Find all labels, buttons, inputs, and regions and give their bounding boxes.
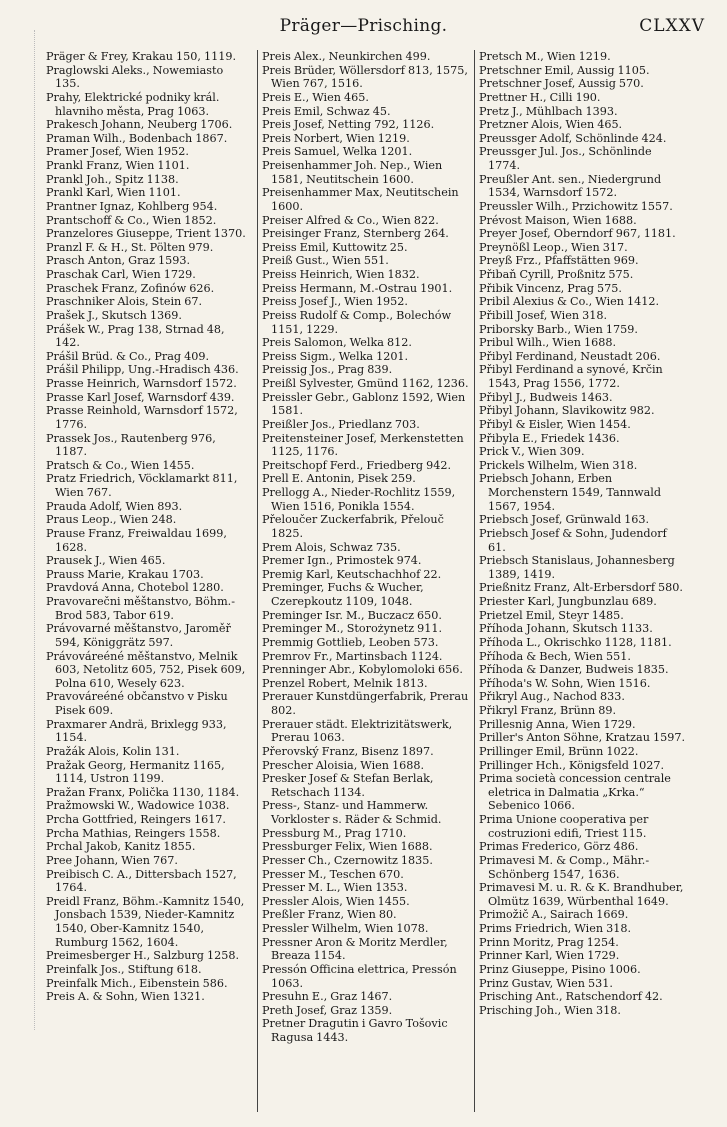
directory-entry: Pražak Georg, Hermanitz 1165, 1114, Ustron 1199. <box>46 758 225 786</box>
directory-entry: Prescher Aloisia, Wien 1688. <box>262 758 425 772</box>
page-edge-mark <box>34 30 35 1030</box>
directory-entry: Přeloučer Zuckerfabrik, Přelouč 1825. <box>262 513 444 540</box>
directory-entry: Presuhn E., Graz 1467. <box>262 990 393 1004</box>
directory-entry: Preminger, Fuchs & Wucher, Czerepkoutz 1109, 1048. <box>262 581 424 608</box>
directory-entry: Pravdová Anna, Chotebol 1280. <box>46 581 224 595</box>
directory-entry: Právováreéné měštanstvo, Melnik 603, Netolitz 605, 752, Pisek 609, Polna 610, Wesely 623. <box>46 649 246 690</box>
directory-entry: Přibyla E., Friedek 1436. <box>479 431 620 445</box>
directory-entry: Priller's Anton Söhne, Kratzau 1597. <box>479 731 685 745</box>
directory-entry: Preiser Alfred & Co., Wien 822. <box>262 213 439 227</box>
directory-entry: Prims Friedrich, Wien 318. <box>479 922 632 935</box>
directory-entry: Presser Ch., Czernowitz 1835. <box>262 853 433 867</box>
directory-entry: Preisinger Franz, Sternberg 264. <box>262 227 449 241</box>
directory-entry: Priebsch Josef & Sohn, Judendorf 61. <box>479 526 667 554</box>
directory-entry: Přerovský Franz, Bisenz 1897. <box>262 744 434 758</box>
directory-entry: Pretzner Alois, Wien 465. <box>479 118 623 132</box>
directory-entry: Pressner Aron & Moritz Merdler, Breaza 1154. <box>262 935 448 963</box>
directory-entry: Příhoda & Bech, Wien 551. <box>479 649 631 663</box>
directory-entry: Preyer Josef, Oberndorf 967, 1181. <box>479 227 676 241</box>
directory-entry: Priebsch Johann, Erben Morchenstern 1549, Tannwald 1567, 1954. <box>479 472 662 513</box>
directory-entry: Prchal Jakob, Kanitz 1855. <box>46 840 196 854</box>
directory-entry: Preiss Rudolf & Comp., Bolechów 1151, 1229. <box>262 308 452 336</box>
directory-entry: Prerauer städt. Elektrizitätswerk, Prerau 1063. <box>262 717 453 745</box>
directory-entry: Pretz J., Mühlbach 1393. <box>479 104 618 118</box>
directory-entry: Prillesnig Anna, Wien 1729. <box>479 717 636 731</box>
directory-entry: Preiss Sigm., Welka 1201. <box>262 349 409 363</box>
directory-entry: Preis Norbert, Wien 1219. <box>262 131 410 145</box>
directory-entry: Preth Josef, Graz 1359. <box>262 1003 393 1017</box>
directory-entry: Přibaň Cyrill, Proßnitz 575. <box>479 268 634 281</box>
directory-entry: Preis Alex., Neunkirchen 499. <box>262 50 431 63</box>
directory-entry: Preußler Ant. sen., Niedergrund 1534, Warnsdorf 1572. <box>479 172 662 200</box>
directory-entry: Prcha Mathias, Reingers 1558. <box>46 826 221 840</box>
directory-entry: Příhoda & Danzer, Budweis 1835. <box>479 663 669 677</box>
directory-entry: Prakesch Johann, Neuberg 1706. <box>46 118 233 132</box>
directory-entry: Přibyl J., Budweis 1463. <box>479 390 613 404</box>
page-header <box>0 14 727 40</box>
directory-entry: Premig Karl, Keutschachhof 22. <box>262 567 442 581</box>
directory-entry: Přikryl Aug., Nachod 833. <box>479 690 625 704</box>
directory-entry: Prankl Franz, Wien 1101. <box>46 159 190 172</box>
directory-entry: Preminger Isr. M., Buczacz 650. <box>262 608 442 622</box>
directory-entry: Prerauer Kunstdüngerfabrik, Prerau 802. <box>262 690 469 717</box>
directory-entry: Prietzel Emil, Steyr 1485. <box>479 608 624 622</box>
directory-entry: Prauda Adolf, Wien 893. <box>46 499 183 513</box>
directory-entry: Pravováreéné občanstvo v Pisku Pisek 609. <box>46 690 228 717</box>
column-divider <box>257 50 258 1112</box>
directory-entry: Praus Leop., Wien 248. <box>46 513 177 527</box>
directory-entry: Pribil Alexius & Co., Wien 1412. <box>479 295 660 309</box>
directory-entry: Preussger Jul. Jos., Schönlinde 1774. <box>479 145 652 172</box>
directory-entry: Preibisch C. A., Dittersbach 1527, 1764. <box>46 867 237 895</box>
directory-entry: Pražák Alois, Kolin 131. <box>46 744 180 758</box>
directory-entry: Präger & Frey, Krakau 150, 1119. <box>46 50 237 63</box>
directory-entry: Prellogg A., Nieder-Rochlitz 1559, Wien 1516, Ponikla 1554. <box>262 486 456 513</box>
directory-entry: Primas Frederico, Görz 486. <box>479 840 639 854</box>
directory-entry: Prašek J., Skutsch 1369. <box>46 308 182 322</box>
directory-entry: Pražan Franx, Polička 1130, 1184. <box>46 785 240 799</box>
directory-entry: Přibyl Ferdinand a synové, Krčin 1543, Prag 1556, 1772. <box>479 363 663 390</box>
directory-entry: Praxmarer Andrä, Brixlegg 933, 1154. <box>46 717 227 745</box>
directory-entry: Prießnitz Franz, Alt-Erbersdorf 580. <box>479 581 683 595</box>
directory-entry: Preisenhammer Max, Neutitschein 1600. <box>262 186 459 213</box>
directory-entry: Presser M. L., Wien 1353. <box>262 881 408 895</box>
directory-entry: Preis E., Wien 465. <box>262 90 369 104</box>
directory-entry: Pressón Officina elettrica, Pressón 1063. <box>262 962 457 990</box>
directory-entry: Prassek Jos., Rautenberg 976, 1187. <box>46 431 216 459</box>
directory-entry: Premrov Fr., Martinsbach 1124. <box>262 649 443 663</box>
directory-entry: Prášil Philipp, Ung.-Hradisch 436. <box>46 363 239 377</box>
directory-entry: Prem Alois, Schwaz 735. <box>262 540 401 554</box>
directory-entry: Příhoda L., Okrischko 1128, 1181. <box>479 635 672 649</box>
directory-entry: Pretschner Emil, Aussig 1105. <box>479 63 650 77</box>
directory-entry: Prima società concession centrale eletrica in Dalmatia „Krka.“ Sebenico 1066. <box>479 772 671 813</box>
directory-entry: Preidl Franz, Böhm.-Kamnitz 1540, Jonsbach 1539, Nieder-Kamnitz 1540, Ober-Kamnitz 1540, Rumburg 1562, 1604. <box>46 894 245 949</box>
directory-entry: Prankl Karl, Wien 1101. <box>46 186 181 200</box>
directory-entry: Prcha Gottfried, Reingers 1617. <box>46 813 226 826</box>
directory-entry: Priebsch Josef, Grünwald 163. <box>479 513 650 527</box>
directory-entry: Preinfalk Jos., Stiftung 618. <box>46 962 202 976</box>
directory-entry: Preussger Adolf, Schönlinde 424. <box>479 131 667 145</box>
directory-entry: Prasch Anton, Graz 1593. <box>46 254 191 268</box>
directory-entry: Preminger M., Storożynetz 911. <box>262 622 443 636</box>
directory-entry: Presker Josef & Stefan Berlak, Retschach 1134. <box>262 772 434 799</box>
directory-entry: Prillinger Hch., Königsfeld 1027. <box>479 758 665 772</box>
directory-entry: Pravovarečni měštanstvo, Böhm.-Brod 583, Tabor 619. <box>46 595 236 622</box>
directory-entry: Praman Wilh., Bodenbach 1867. <box>46 131 228 145</box>
directory-entry: Preiss Josef J., Wien 1952. <box>262 295 408 309</box>
directory-entry: Přibik Vincenz, Prag 575. <box>479 281 622 295</box>
directory-entry: Preissler Gebr., Gablonz 1592, Wien 1581. <box>262 390 466 418</box>
entries-column-1 <box>46 50 250 1110</box>
directory-entry: Právovarné měštanstvo, Jaroměř 594, Königgrätz 597. <box>46 622 231 649</box>
directory-entry: Prell E. Antonin, Pisek 259. <box>262 472 416 486</box>
directory-entry: Preisenhammer Joh. Nep., Wien 1581, Neutitschein 1600. <box>262 159 443 186</box>
directory-entry: Příhoda's W. Sohn, Wien 1516. <box>479 676 651 690</box>
directory-entry: Prášek W., Prag 138, Strnad 48, 142. <box>46 322 225 350</box>
directory-entry: Preimesberger H., Salzburg 1258. <box>46 949 240 963</box>
directory-entry: Prasse Heinrich, Warnsdorf 1572. <box>46 377 237 390</box>
entries-column-2 <box>262 50 470 1110</box>
directory-entry: Prantner Ignaz, Kohlberg 954. <box>46 199 218 213</box>
directory-entry: Preis Salomon, Welka 812. <box>262 336 412 350</box>
directory-entry: Přibill Josef, Wien 318. <box>479 308 608 322</box>
directory-entry: Preißl Sylvester, Gmünd 1162, 1236. <box>262 377 469 390</box>
directory-entry: Preißler Jos., Priedlanz 703. <box>262 417 420 431</box>
directory-entry: Preissig Jos., Prag 839. <box>262 363 393 377</box>
directory-entry: Primožič A., Sairach 1669. <box>479 908 629 922</box>
directory-entry: Prickels Wilhelm, Wien 318. <box>479 458 638 472</box>
directory-entry: Presser M., Teschen 670. <box>262 867 404 881</box>
directory-entry: Pribul Wilh., Wien 1688. <box>479 336 617 350</box>
directory-entry: Prévost Maison, Wien 1688. <box>479 213 637 227</box>
column-divider <box>474 50 475 1112</box>
directory-entry: Preiß Gust., Wien 551. <box>262 254 389 268</box>
directory-entry: Prinz Gustav, Wien 531. <box>479 976 613 990</box>
directory-entry: Preiss Emil, Kuttowitz 25. <box>262 240 408 254</box>
directory-entry: Prausek J., Wien 465. <box>46 554 166 568</box>
directory-entry: Pressburg M., Prag 1710. <box>262 826 407 840</box>
directory-entry: Pražmowski W., Wadowice 1038. <box>46 799 230 813</box>
directory-entry: Prinn Moritz, Prag 1254. <box>479 935 619 949</box>
directory-entry: Preis Josef, Netting 792, 1126. <box>262 118 435 132</box>
directory-entry: Prauss Marie, Krakau 1703. <box>46 567 204 581</box>
page-number: CLXXV <box>639 16 705 36</box>
directory-entry: Prinner Karl, Wien 1729. <box>479 949 620 963</box>
directory-entry: Pranzl F. & H., St. Pölten 979. <box>46 240 214 254</box>
directory-entry: Preis Emil, Schwaz 45. <box>262 104 391 118</box>
directory-entry: Premer Ign., Primostek 974. <box>262 554 422 568</box>
directory-entry: Primavesi M. & Comp., Mähr.-Schönberg 1547, 1636. <box>479 853 650 881</box>
directory-entry: Pretschner Josef, Aussig 570. <box>479 77 644 91</box>
directory-entry: Preiss Hermann, M.-Ostrau 1901. <box>262 281 453 295</box>
directory-entry: Priborsky Barb., Wien 1759. <box>479 322 638 336</box>
directory-entry: Pratsch & Co., Wien 1455. <box>46 458 195 472</box>
directory-entry: Priester Karl, Jungbunzlau 689. <box>479 595 657 608</box>
directory-entry: Prasse Reinhold, Warnsdorf 1572, 1776. <box>46 404 238 431</box>
directory-entry: Pressler Wilhelm, Wien 1078. <box>262 922 429 935</box>
directory-entry: Preis Brüder, Wöllersdorf 813, 1575, Wien 767, 1516. <box>262 63 468 91</box>
directory-entry: Přibyl & Eisler, Wien 1454. <box>479 417 631 431</box>
directory-entry: Pratz Friedrich, Vöcklamarkt 811, Wien 767. <box>46 472 238 499</box>
directory-entry: Prantschoff & Co., Wien 1852. <box>46 213 217 227</box>
directory-entry: Premmig Gottlieb, Leoben 573. <box>262 635 439 649</box>
directory-entry: Prettner H., Cilli 190. <box>479 90 601 104</box>
directory-entry: Preis Samuel, Welka 1201. <box>262 145 413 159</box>
directory-entry: Priebsch Stanislaus, Johannesberg 1389, 1419. <box>479 554 675 581</box>
directory-entry: Prenzel Robert, Melnik 1813. <box>262 676 428 690</box>
directory-entry: Pressler Alois, Wien 1455. <box>262 894 410 908</box>
directory-entry: Preynößl Leop., Wien 317. <box>479 240 628 254</box>
directory-entry: Prinz Giuseppe, Pisino 1006. <box>479 962 641 976</box>
directory-entry: Prisching Ant., Ratschendorf 42. <box>479 990 663 1004</box>
directory-entry: Pressburger Felix, Wien 1688. <box>262 840 433 854</box>
directory-entry: Pretner Dragutin i Gavro Tošovic Ragusa 1443. <box>262 1017 448 1044</box>
page-title: Präger—Prisching. <box>279 16 448 36</box>
directory-entry: Prahy, Elektrické podniky král. hlavniho města, Prag 1063. <box>46 90 220 118</box>
directory-entry: Preßler Franz, Wien 80. <box>262 908 397 922</box>
directory-entry: Preyß Frz., Pfaffstätten 969. <box>479 254 639 268</box>
directory-entry: Příhoda Johann, Skutsch 1133. <box>479 622 653 636</box>
directory-entry: Pree Johann, Wien 767. <box>46 853 178 867</box>
directory-entry: Primavesi M. u. R. & K. Brandhuber, Olmütz 1639, Würbenthal 1649. <box>479 881 684 908</box>
directory-entry: Prick V., Wien 309. <box>479 445 585 459</box>
directory-entry: Prankl Joh., Spitz 1138. <box>46 172 179 186</box>
directory-entry: Přibyl Johann, Slavikowitz 982. <box>479 404 655 418</box>
directory-entry: Praschek Franz, Zofinów 626. <box>46 281 215 295</box>
directory-entry: Preinfalk Mich., Eibenstein 586. <box>46 976 228 990</box>
directory-entry: Prenninger Abr., Kobylomoloki 656. <box>262 663 463 677</box>
directory-entry: Přikryl Franz, Brünn 89. <box>479 704 617 717</box>
directory-entry: Preussler Wilh., Przichowitz 1557. <box>479 199 673 213</box>
directory-entry: Prášil Brüd. & Co., Prag 409. <box>46 349 210 363</box>
directory-entry: Prasse Karl Josef, Warnsdorf 439. <box>46 390 235 404</box>
directory-entry: Preis A. & Sohn, Wien 1321. <box>46 990 205 1004</box>
directory-entry: Přibyl Ferdinand, Neustadt 206. <box>479 349 661 363</box>
directory-entry: Pramer Josef, Wien 1952. <box>46 145 189 159</box>
directory-entry: Press-, Stanz- und Hammerw. Vorkloster s. Räder & Schmid. <box>262 799 442 826</box>
directory-entry: Prillinger Emil, Brünn 1022. <box>479 744 639 758</box>
directory-entry: Praschak Carl, Wien 1729. <box>46 268 196 281</box>
directory-entry: Pretsch M., Wien 1219. <box>479 50 611 63</box>
directory-entry: Pranzelores Giuseppe, Trient 1370. <box>46 227 246 241</box>
directory-entry: Praglowski Aleks., Nowemiasto 135. <box>46 63 224 91</box>
directory-entry: Praschniker Alois, Stein 67. <box>46 295 203 309</box>
directory-entry: Preiss Heinrich, Wien 1832. <box>262 268 420 281</box>
entries-column-3 <box>479 50 685 1110</box>
directory-entry: Prause Franz, Freiwaldau 1699, 1628. <box>46 526 227 554</box>
directory-entry: Preitensteiner Josef, Merkenstetten 1125, 1176. <box>262 431 464 459</box>
directory-entry: Prima Unione cooperativa per costruzioni edifi, Triest 115. <box>479 813 649 840</box>
directory-entry: Preitschopf Ferd., Friedberg 942. <box>262 458 452 472</box>
directory-entry: Prisching Joh., Wien 318. <box>479 1003 621 1017</box>
